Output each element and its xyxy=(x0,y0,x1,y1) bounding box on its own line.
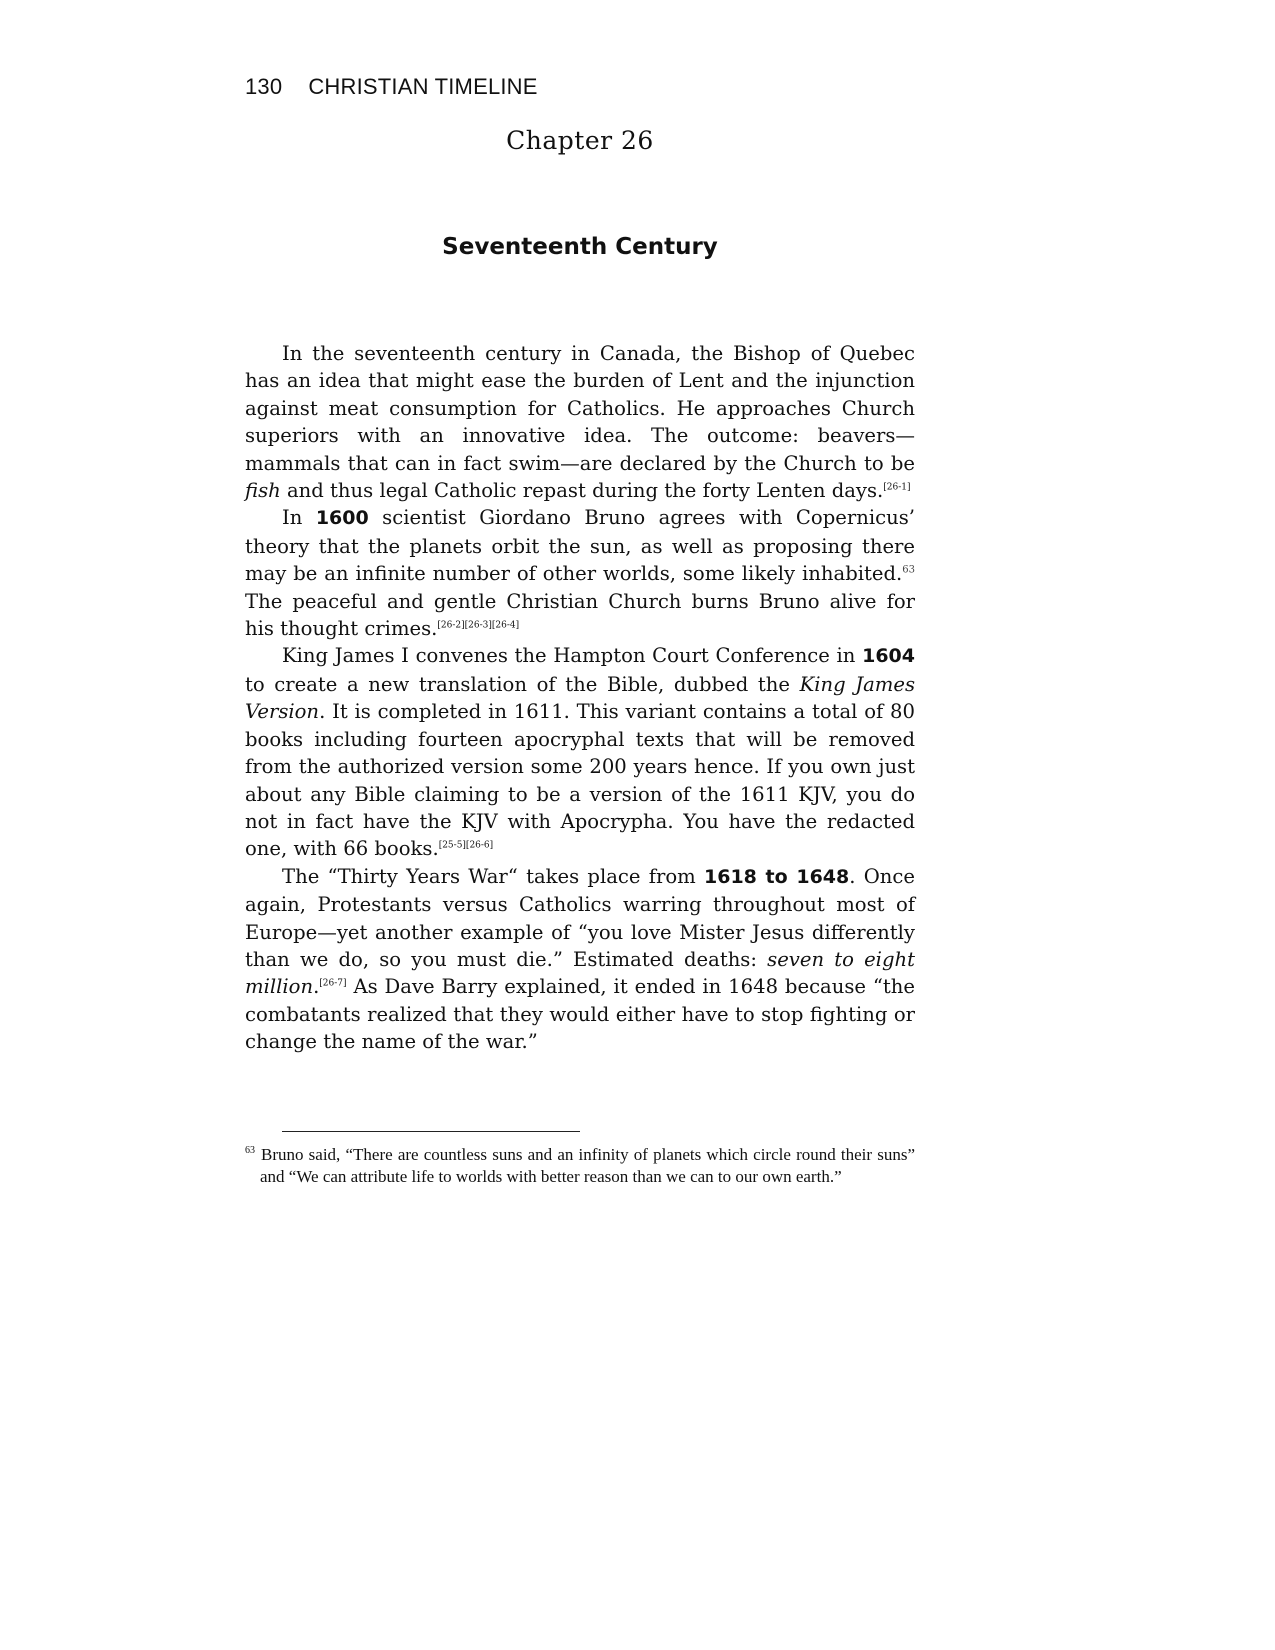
chapter-label: Chapter 26 xyxy=(506,126,654,155)
emphasis-deaths: seven to eight million xyxy=(245,947,915,999)
footnote-reference[interactable]: 63 xyxy=(902,564,915,576)
chapter-title: Seventeenth Century xyxy=(442,234,718,260)
date-highlight: 1600 xyxy=(315,507,369,530)
footnote-text: Bruno said, “There are countless suns and an infinity of planets which circle round their suns” and “We can attribute life to worlds with better reason than we can to our own earth.” xyxy=(260,1145,915,1186)
paragraph-text: . It is completed in 1611. This variant contains a total of 80 books including fourteen apocryphal texts that will be removed from the authorized version some 200 years hence. If you own just about any Bible claiming to be a version of the 1611 KJV, you do not in fact have the KJV with Apocrypha. You have the redacted one, with 66 books. xyxy=(245,700,915,861)
paragraph-text: As Dave Barry explained, it ended in 1648 because “the combatants realized that they would either have to stop fighting or change the name of the war.” xyxy=(245,975,915,1054)
citation-marker: [26-2][26-3][26-4] xyxy=(437,620,520,631)
paragraph-text: . Once again, Protestants versus Catholics warring throughout most of Europe—yet another example of “you love Mister Jesus differently than we do, so you must die.” Estimated deaths: xyxy=(245,864,915,971)
running-title: CHRISTIAN TIMELINE xyxy=(308,74,538,99)
page-number: 130 xyxy=(245,74,283,99)
paragraph-text: to create a new translation of the Bible, dubbed the xyxy=(245,672,800,696)
running-header xyxy=(245,74,538,100)
emphasis-fish: fish xyxy=(245,479,281,503)
paragraph-thirty-years-war xyxy=(245,863,915,1056)
paragraph-text: The peaceful and gentle Christian Church burns Bruno alive for his thought crimes. xyxy=(245,589,915,641)
paragraph-king-james xyxy=(245,642,915,862)
paragraph-text: In the seventeenth century in Canada, the Bishop of Quebec has an idea that might ease the burden of Lent and the injunction against meat consumption for Catholics. He approaches Church superiors with an innovative idea. The outcome: beavers—mammals that can in fact swim—are declared by the Church to be xyxy=(245,342,915,475)
paragraph-bruno xyxy=(245,504,915,642)
citation-marker: [26-1] xyxy=(883,482,911,493)
paragraph-text: and thus legal Catholic repast during the forty Lenten days. xyxy=(280,479,884,503)
footnote xyxy=(245,1144,915,1188)
emphasis-kjv: King James Version xyxy=(245,672,916,724)
citation-marker: [25-5][26-6] xyxy=(438,840,494,851)
chapter-body xyxy=(245,340,915,1056)
date-highlight: 1618 to 1648 xyxy=(704,865,850,888)
paragraph-text: scientist Giordano Bruno agrees with Copernicus’ theory that the planets orbit the sun, as well as proposing there may be an infinite number of other worlds, some likely inhabited. xyxy=(245,506,915,586)
citation-marker: [26-7] xyxy=(319,978,347,989)
footnote-number: 63 xyxy=(245,1145,255,1157)
paragraph-text: King James I convenes the Hampton Court Conference in xyxy=(282,644,863,668)
paragraph-text: . xyxy=(313,975,320,999)
paragraph-text: In xyxy=(282,506,316,530)
paragraph-text: The “Thirty Years War“ takes place from xyxy=(282,864,705,888)
date-highlight: 1604 xyxy=(862,645,915,668)
footnote-divider xyxy=(282,1131,580,1132)
paragraph-beavers xyxy=(245,340,915,504)
